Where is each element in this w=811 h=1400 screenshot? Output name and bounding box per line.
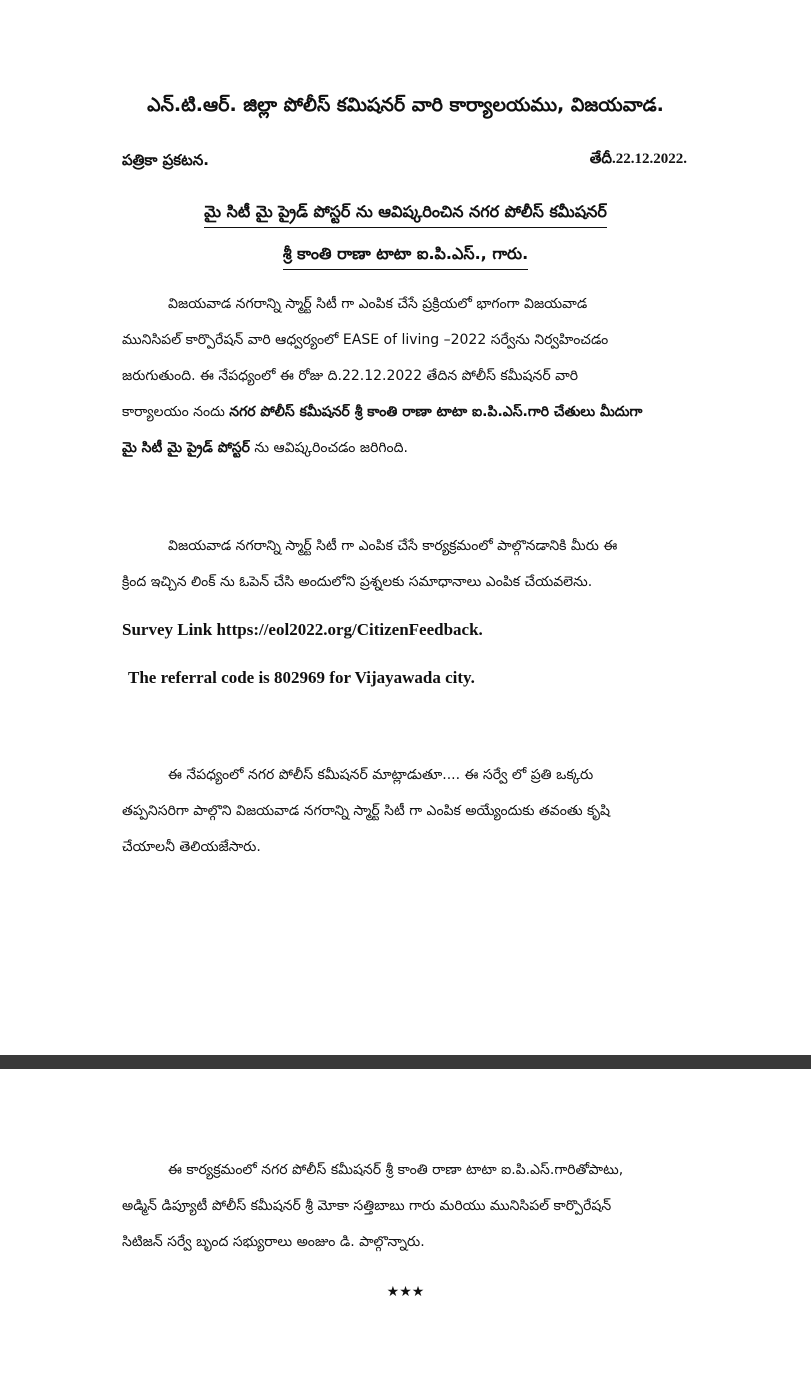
paragraph-line: విజయవాడ నగరాన్ని స్మార్ట్ సిటీ గా ఎంపిక చేసే కార్యక్రమంలో పాల్గొనడానికి మీరు ఈ — [168, 538, 618, 554]
paragraph-line: సిటిజన్ సర్వే బృంద సభ్యురాలు అంజుం డి. పాల్గొన్నారు. — [122, 1234, 425, 1250]
headline-line-1-text: మై సిటీ మై ప్రైడ్ పోస్టర్ ను ఆవిష్కరించిన నగర పోలీస్ కమీషనర్ — [204, 202, 607, 228]
paragraph-line: మునిసిపల్ కార్పొరేషన్ వారి ఆధ్వర్యంలో EASE of living –2022 సర్వేను నిర్వహించడం — [122, 332, 609, 348]
paragraph-line: అడ్మిన్ డిప్యూటీ పోలీస్ కమీషనర్ శ్రీ మోకా సత్తిబాబు గారు మరియు మునిసిపల్ కార్పొరేషన్ — [122, 1198, 612, 1214]
paragraph-line: చేయాలనీ తెలియజేసారు. — [122, 839, 261, 855]
paragraph-poster-launch — [122, 290, 690, 470]
paragraph-bold-text: నగర పోలీస్ కమీషనర్ శ్రీ కాంతి రాణా టాటా ఐ.పి.ఎస్.గారి చేతులు మీదుగా — [229, 404, 643, 420]
referral-code-text: The referral code is 802969 for Vijayawada city. — [128, 668, 475, 687]
paragraph-text: కార్యాలయం నందు — [122, 404, 230, 420]
release-date: తేదీ.22.12.2022. — [589, 151, 687, 167]
paragraph-attendees — [122, 1156, 690, 1264]
paragraph-text: ను ఆవిష్కరించడం జరిగింది. — [249, 440, 408, 456]
paragraph-commissioner-appeal — [122, 761, 690, 869]
headline-line-1 — [0, 202, 811, 225]
headline-line-2-text: శ్రీ కాంతి రాణా టాటా ఐ.పి.ఎస్., గారు. — [283, 244, 528, 270]
end-marker-stars: ★★★ — [386, 1284, 425, 1300]
survey-link-text: Survey Link https://eol2022.org/CitizenFeedback. — [122, 620, 483, 639]
paragraph-survey-request — [122, 532, 690, 604]
paragraph-line: తప్పనిసరిగా పాల్గొని విజయవాడ నగరాన్ని స్మార్ట్ సిటీ గా ఎంపిక అయ్యేందుకు తవంతు కృషి — [122, 803, 610, 819]
paragraph-line: జరుగుతుంది. ఈ నేపధ్యంలో ఈ రోజు ది.22.12.2022 తేదిన పోలీస్ కమీషనర్ వారి — [122, 368, 579, 384]
paragraph-line: ఈ కార్యక్రమంలో నగర పోలీస్ కమీషనర్ శ్రీ కాంతి రాణా టాటా ఐ.పి.ఎస్.గారితోపాటు, — [168, 1162, 624, 1178]
paragraph-line: విజయవాడ నగరాన్ని స్మార్ట్ సిటీ గా ఎంపిక చేసే ప్రక్రియలో భాగంగా విజయవాడ — [168, 296, 588, 312]
office-title: ఎన్.టి.ఆర్. జిల్లా పోలీస్ కమిషనర్ వారి కార్యాలయము, విజయవాడ. — [147, 94, 664, 116]
paragraph-line: ఈ నేపధ్యంలో నగర పోలీస్ కమీషనర్ మాట్లాడుతూ.... ఈ సర్వే లో ప్రతి ఒక్కరు — [168, 767, 594, 783]
document-type: పత్రికా ప్రకటన. — [122, 151, 209, 169]
paragraph-line — [122, 434, 690, 470]
headline-line-2 — [0, 244, 811, 267]
page-break-divider — [0, 1055, 811, 1069]
paragraph-line: క్రింద ఇచ్చిన లింక్ ను ఓపెన్ చేసి అందులోని ప్రశ్నలకు సమాధానాలు ఎంపిక చేయవలెను. — [122, 574, 593, 590]
paragraph-bold-text: మై సిటీ మై ప్రైడ్ పోస్టర్ — [122, 440, 250, 456]
paragraph-line — [122, 398, 690, 434]
